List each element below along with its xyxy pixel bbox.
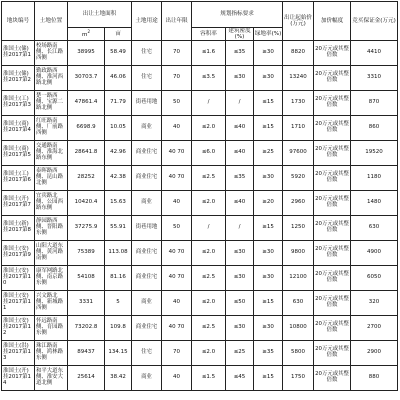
cell-increment: 20万元或其整倍数 xyxy=(314,316,351,341)
cell-area-mu: 55.91 xyxy=(105,216,132,241)
cell-area-m2: 10420.4 xyxy=(68,191,105,216)
cell-location: 珠江路南侧、鸿林路东侧 xyxy=(35,341,68,366)
col-header-far: 容积率 xyxy=(192,28,226,41)
cell-green: ≥15 xyxy=(254,366,283,391)
cell-area-m2: 6698.9 xyxy=(68,116,105,141)
cell-green: ≥20 xyxy=(254,191,283,216)
cell-deposit: 4900 xyxy=(351,241,398,266)
cell-term: 40 70 xyxy=(162,241,192,266)
col-header-planning: 规划指标要求 xyxy=(192,2,283,28)
cell-area-m2: 38995 xyxy=(68,41,105,66)
cell-use: 住宅 xyxy=(132,41,162,66)
cell-increment: 20万元或其整倍数 xyxy=(314,141,351,166)
cell-area-m2: 89437 xyxy=(68,341,105,366)
cell-use: 商业住宅 xyxy=(132,266,162,291)
cell-start-price: 8820 xyxy=(283,41,314,66)
cell-location: 和平大道东侧、淮安大道北侧 xyxy=(35,366,68,391)
cell-code: 淮国土(储)挂2017第2 xyxy=(2,66,35,91)
cell-area-m2: 37275.9 xyxy=(68,216,105,241)
cell-area-mu: 46.06 xyxy=(105,66,132,91)
table-row xyxy=(2,366,398,391)
table-row xyxy=(2,266,398,291)
col-header-term: 出让年限 xyxy=(162,2,192,41)
col-header-area-mu: 亩 xyxy=(105,28,132,41)
cell-use: 街巷用地 xyxy=(132,91,162,116)
cell-area-m2: 47861.4 xyxy=(68,91,105,116)
cell-density: ≤45 xyxy=(226,366,254,391)
cell-far: ≤2.0 xyxy=(192,291,226,316)
cell-green: ≥25 xyxy=(254,141,283,166)
table-row xyxy=(2,191,398,216)
cell-density: ≤40 xyxy=(226,191,254,216)
cell-code: 淮国土(工)挂2017第6 xyxy=(2,166,35,191)
cell-term: 70 xyxy=(162,341,192,366)
cell-code: 淮国土(安)挂2017第11 xyxy=(2,291,35,316)
cell-density: ≤30 xyxy=(226,241,254,266)
cell-area-mu: 81.16 xyxy=(105,266,132,291)
table-row xyxy=(2,291,398,316)
cell-deposit: 870 xyxy=(351,91,398,116)
cell-location: 康军网路北侧、南京路东侧 xyxy=(35,266,68,291)
cell-green: ≥30 xyxy=(254,66,283,91)
cell-far: / xyxy=(192,216,226,241)
cell-start-price: 2960 xyxy=(283,191,314,216)
cell-location: 校场路南侧、长江路西侧 xyxy=(35,41,68,66)
table-row xyxy=(2,91,398,116)
cell-area-mu: 42.38 xyxy=(105,166,132,191)
cell-area-m2: 54108 xyxy=(68,266,105,291)
cell-deposit: 19520 xyxy=(351,141,398,166)
cell-density: ≤50 xyxy=(226,291,254,316)
cell-code: 淮国土(开)挂2017第7 xyxy=(2,191,35,216)
cell-area-mu: 109.8 xyxy=(105,316,132,341)
cell-green: ≥35 xyxy=(254,341,283,366)
cell-density: ≤40 xyxy=(226,116,254,141)
cell-deposit: 630 xyxy=(351,216,398,241)
cell-term: 50 xyxy=(162,91,192,116)
cell-area-mu: 113.08 xyxy=(105,241,132,266)
cell-start-price: 1750 xyxy=(283,366,314,391)
cell-term: 40 70 xyxy=(162,141,192,166)
col-header-area-m2 xyxy=(68,28,105,41)
cell-increment: 20万元或其整倍数 xyxy=(314,266,351,291)
col-header-density: 建筑密度(%) xyxy=(226,28,254,41)
cell-term: 40 70 xyxy=(162,266,192,291)
cell-use: 商业 xyxy=(132,291,162,316)
cell-increment: 20万元或其整倍数 xyxy=(314,166,351,191)
cell-increment: 20万元或其整倍数 xyxy=(314,191,351,216)
cell-area-mu: 58.49 xyxy=(105,41,132,66)
cell-use: 街巷用地 xyxy=(132,216,162,241)
cell-start-price: 5800 xyxy=(283,341,314,366)
cell-deposit: 880 xyxy=(351,366,398,391)
cell-start-price: 1250 xyxy=(283,216,314,241)
cell-green: ≥15 xyxy=(254,116,283,141)
cell-area-mu: 71.79 xyxy=(105,91,132,116)
cell-density: / xyxy=(226,91,254,116)
cell-code: 淮国土(开)挂2017第14 xyxy=(2,366,35,391)
cell-start-price: 630 xyxy=(283,291,314,316)
cell-start-price: 9800 xyxy=(283,241,314,266)
cell-area-m2: 30703.7 xyxy=(68,66,105,91)
cell-term: 70 xyxy=(162,66,192,91)
cell-increment: 20万元或其整倍数 xyxy=(314,366,351,391)
col-header-green: 绿地率(%) xyxy=(254,28,283,41)
cell-green: ≥30 xyxy=(254,266,283,291)
cell-start-price: 10800 xyxy=(283,316,314,341)
cell-density: ≤40 xyxy=(226,141,254,166)
col-header-increment: 加价幅度 xyxy=(314,2,351,41)
cell-increment: 20万元或其整倍数 xyxy=(314,66,351,91)
land-transfer-table xyxy=(1,1,398,391)
cell-far: ≤2.0 xyxy=(192,341,226,366)
cell-deposit: 1180 xyxy=(351,166,398,191)
cell-density: ≤35 xyxy=(226,41,254,66)
cell-area-mu: 15.63 xyxy=(105,191,132,216)
area-m2-sup: 2 xyxy=(87,29,90,35)
cell-use: 商业 xyxy=(132,116,162,141)
cell-use: 商业住宅 xyxy=(132,166,162,191)
cell-location: 怀远路南侧、育园路东侧 xyxy=(35,316,68,341)
cell-area-mu: 134.15 xyxy=(105,341,132,366)
cell-green: ≤15 xyxy=(254,91,283,116)
cell-far: ≤1.6 xyxy=(192,41,226,66)
cell-deposit: 6050 xyxy=(351,266,398,291)
col-header-start-price: 出让起始价(万元) xyxy=(283,2,314,41)
cell-far: ≤6.0 xyxy=(192,141,226,166)
cell-term: 40 70 xyxy=(162,316,192,341)
cell-area-m2: 3331 xyxy=(68,291,105,316)
table-body xyxy=(2,41,398,391)
cell-code: 淮国土(工)挂2017第3 xyxy=(2,91,35,116)
cell-start-price: 1730 xyxy=(283,91,314,116)
cell-term: 40 xyxy=(162,366,192,391)
cell-increment: 20万元或其整倍数 xyxy=(314,116,351,141)
cell-deposit: 3310 xyxy=(351,66,398,91)
cell-code: 淮国土(储)挂2017第1 xyxy=(2,41,35,66)
cell-green: ≥30 xyxy=(254,241,283,266)
cell-start-price: 13240 xyxy=(283,66,314,91)
cell-start-price: 1710 xyxy=(283,116,314,141)
cell-far: ≤2.5 xyxy=(192,316,226,341)
cell-deposit: 2900 xyxy=(351,341,398,366)
cell-area-m2: 73202.8 xyxy=(68,316,105,341)
cell-term: 50 xyxy=(162,216,192,241)
cell-location: 交通路南侧、淮海北路东侧 xyxy=(35,141,68,166)
cell-increment: 20万元或其整倍数 xyxy=(314,241,351,266)
cell-area-mu: 42.96 xyxy=(105,141,132,166)
cell-code: 淮国土(安)挂2017第10 xyxy=(2,266,35,291)
cell-location: 宜宾路北侧、公园西路东侧 xyxy=(35,191,68,216)
cell-green: ≥30 xyxy=(254,166,283,191)
cell-deposit: 1480 xyxy=(351,191,398,216)
cell-far: / xyxy=(192,91,226,116)
cell-use: 商业住宅 xyxy=(132,141,162,166)
cell-start-price: 5920 xyxy=(283,166,314,191)
cell-far: ≤1.5 xyxy=(192,366,226,391)
cell-location: 泰晖路西侧、昆山路北侧 xyxy=(35,166,68,191)
cell-density: ≤25 xyxy=(226,341,254,366)
header-row-1 xyxy=(2,2,398,28)
cell-deposit: 4410 xyxy=(351,41,398,66)
cell-term: 40 xyxy=(162,291,192,316)
cell-area-mu: 38.42 xyxy=(105,366,132,391)
table-row xyxy=(2,66,398,91)
cell-increment: 20万元或其整倍数 xyxy=(314,91,351,116)
cell-location: 山阳大道东侧、黄河路南侧 xyxy=(35,241,68,266)
cell-far: ≤2.0 xyxy=(192,241,226,266)
table-row xyxy=(2,116,398,141)
cell-use: 商业 xyxy=(132,191,162,216)
cell-code: 淮国土(洪)挂2017第13 xyxy=(2,341,35,366)
cell-term: 70 xyxy=(162,41,192,66)
cell-code: 淮国土(商)挂2017第5 xyxy=(2,141,35,166)
table-row xyxy=(2,316,398,341)
cell-area-m2: 75389 xyxy=(68,241,105,266)
col-header-use: 土地用途 xyxy=(132,2,162,41)
cell-green: ≥15 xyxy=(254,216,283,241)
area-m2-unit: m xyxy=(82,31,88,38)
cell-location: 勤政路西侧、淮河西路北侧 xyxy=(35,66,68,91)
cell-density: ≤30 xyxy=(226,316,254,341)
cell-deposit: 860 xyxy=(351,116,398,141)
cell-area-mu: 10.05 xyxy=(105,116,132,141)
table-row xyxy=(2,41,398,66)
col-header-deposit: 竞买保证金(万元) xyxy=(351,2,398,41)
table-row xyxy=(2,141,398,166)
cell-deposit: 320 xyxy=(351,291,398,316)
cell-increment: 20万元或其整倍数 xyxy=(314,216,351,241)
cell-location: 兴文路北侧、新城路西侧 xyxy=(35,291,68,316)
cell-green: ≥30 xyxy=(254,316,283,341)
cell-code: 淮国土(新)挂2017第8 xyxy=(2,216,35,241)
cell-use: 商业住宅 xyxy=(132,241,162,266)
cell-far: ≤2.5 xyxy=(192,166,226,191)
table-row xyxy=(2,166,398,191)
col-header-area: 出让土地面积 xyxy=(68,2,132,28)
cell-green: ≥30 xyxy=(254,41,283,66)
cell-area-m2: 28641.8 xyxy=(68,141,105,166)
cell-far: ≤2.0 xyxy=(192,191,226,216)
cell-density: ≤30 xyxy=(226,266,254,291)
table-row xyxy=(2,216,398,241)
cell-code: 淮国土(商)挂2017第4 xyxy=(2,116,35,141)
cell-increment: 20万元或其整倍数 xyxy=(314,41,351,66)
cell-location: 红旺路南侧、厂前路西侧 xyxy=(35,116,68,141)
cell-location: 楚一路西侧、宝源二路北侧 xyxy=(35,91,68,116)
table-row xyxy=(2,341,398,366)
cell-far: ≤2.5 xyxy=(192,266,226,291)
col-header-location: 土地位置 xyxy=(35,2,68,41)
cell-area-mu: 5 xyxy=(105,291,132,316)
cell-start-price: 12100 xyxy=(283,266,314,291)
cell-code: 淮国土(安)挂2017第12 xyxy=(2,316,35,341)
cell-term: 40 xyxy=(162,191,192,216)
cell-density: ≤35 xyxy=(226,166,254,191)
cell-code: 淮国土(安)挂2017第9 xyxy=(2,241,35,266)
cell-term: 40 xyxy=(162,116,192,141)
cell-term: 40 70 xyxy=(162,166,192,191)
cell-use: 住宅 xyxy=(132,341,162,366)
cell-deposit: 2700 xyxy=(351,316,398,341)
cell-area-m2: 28252 xyxy=(68,166,105,191)
cell-far: ≤2.0 xyxy=(192,116,226,141)
cell-use: 住宅 xyxy=(132,66,162,91)
cell-increment: 20万元或其整倍数 xyxy=(314,341,351,366)
cell-use: 商业 xyxy=(132,366,162,391)
table-row xyxy=(2,241,398,266)
cell-far: ≤3.5 xyxy=(192,66,226,91)
cell-location: 静园路西侧、晋阳路东侧 xyxy=(35,216,68,241)
cell-start-price: 97600 xyxy=(283,141,314,166)
col-header-code: 地块编号 xyxy=(2,2,35,41)
cell-use: 商业住宅 xyxy=(132,316,162,341)
cell-area-m2: 25614 xyxy=(68,366,105,391)
cell-increment: 20万元或其整倍数 xyxy=(314,291,351,316)
cell-density: ≤30 xyxy=(226,66,254,91)
cell-green: ≥15 xyxy=(254,291,283,316)
cell-density: / xyxy=(226,216,254,241)
